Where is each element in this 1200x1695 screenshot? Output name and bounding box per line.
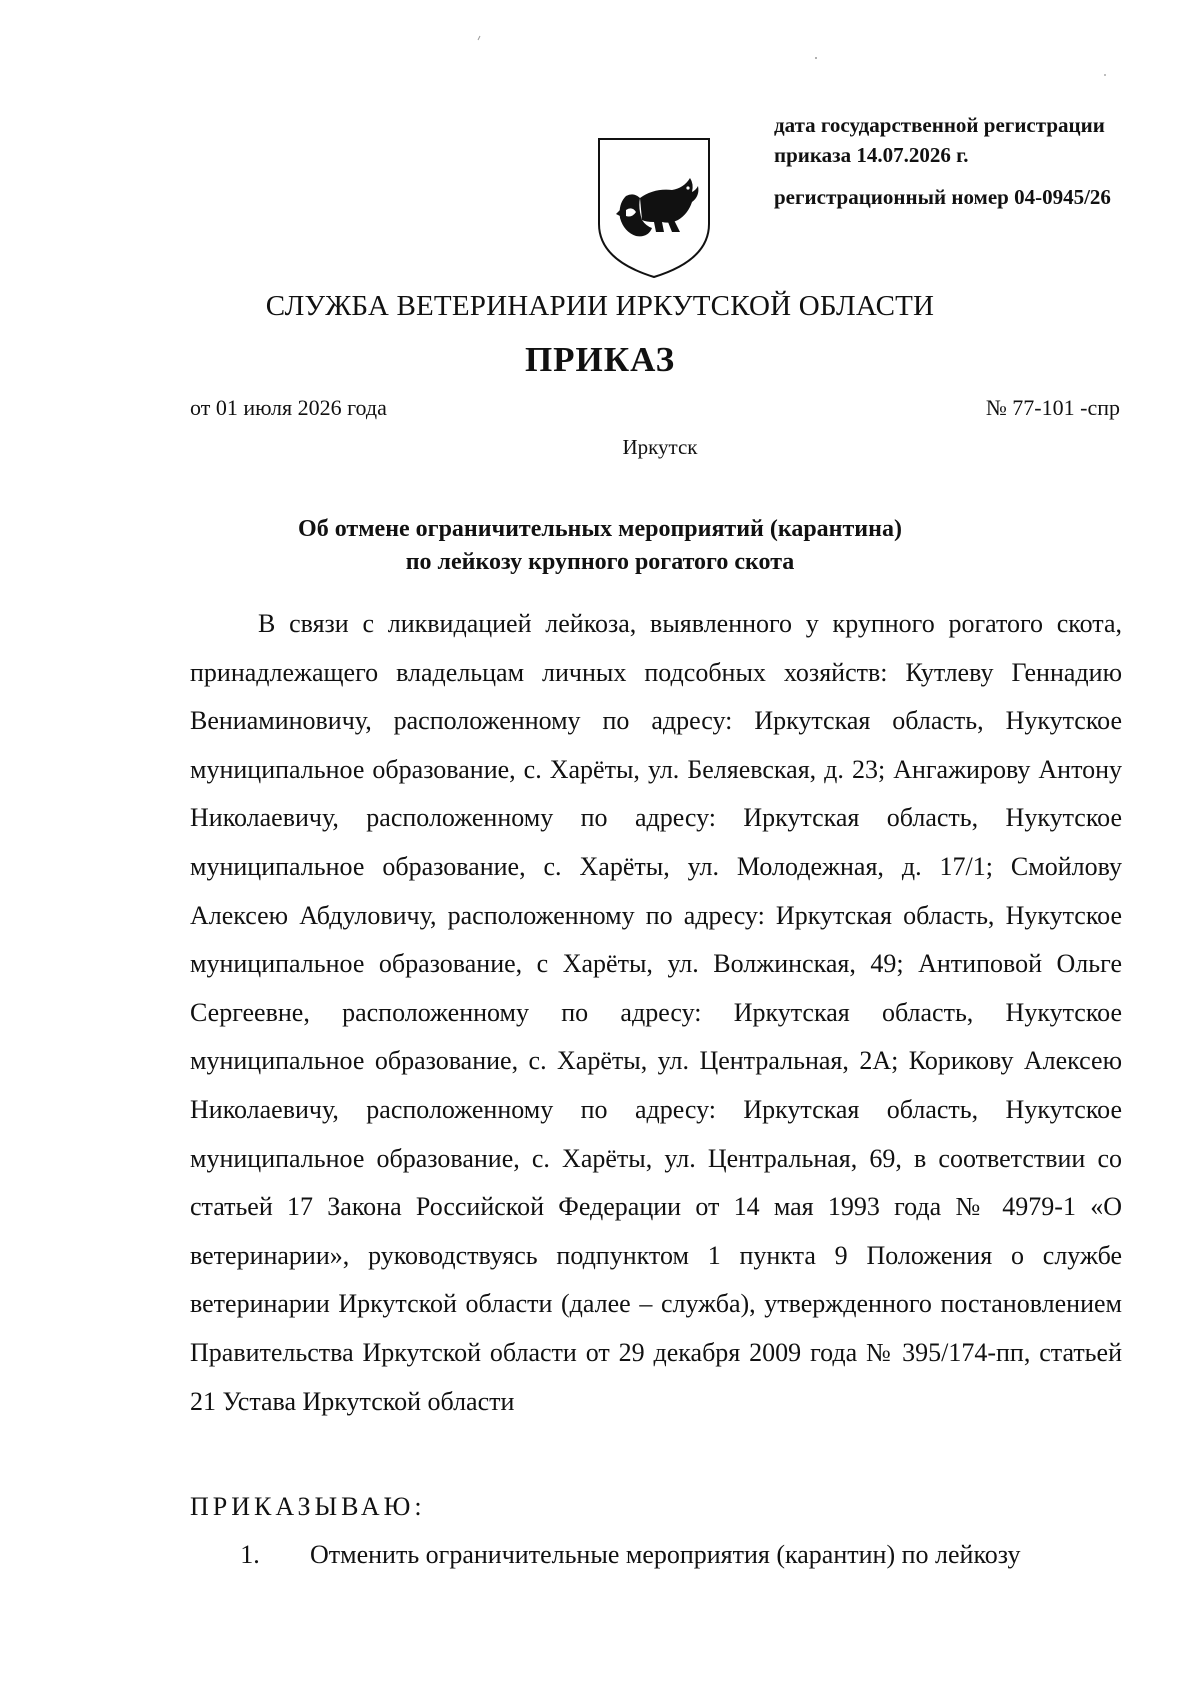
registration-number: регистрационный номер 04-0945/26	[774, 185, 1111, 209]
document-city: Иркутск	[622, 435, 698, 459]
document-date: от 01 июля 2026 года	[190, 395, 387, 420]
organization-name: СЛУЖБА ВЕТЕРИНАРИИ ИРКУТСКОЙ ОБЛАСТИ	[265, 290, 935, 322]
preamble-paragraph: В связи с ликвидацией лейкоза, выявленного у крупного рогатого скота, принадлежащего владельцам личных подсобных хозяйств: Кутлеву Геннадию Вениаминовичу, расположенному по адресу: Иркутская область, Нукутское муниципальное образование, с. Харёты, ул. Беляевская, д. 23; Ангажирову Антону Николаевичу, расположенному по адресу: Иркутская область, Нукутское муниципальное образование, с. Харёты, ул. Молодежная, д. 17/1; Смойлову Алексею Абдуловичу, расположенному по адресу: Иркутская область, Нукутское муниципальное образование, с Харёты, ул. Волжинская, 49; Антиповой Ольге Сергеевне, расположенному по адресу: Иркутская область, Нукутское муниципальное образование, с. Харёты, ул. Центральная, 2А; Корикову Алексею Николаевичу, расположенному по адресу: Иркутская область, Нукутское муниципальное образование, с. Харёты, ул. Центральная, 69, в соответствии со статьей 17 Закона Российской Федерации от 14 мая 1993 года № 4979-1 «О ветеринарии», руководствуясь подпунктом 1 пункта 9 Положения о службе ветеринарии Иркутской области (далее – служба), утвержденного постановлением Правительства Иркутской области от 29 декабря 2009 года № 395/174-пп, статьей 21 Устава Иркутской области	[190, 609, 1122, 1416]
order-item-text: Отменить ограничительные мероприятия (карантин) по лейкозу	[310, 1540, 1021, 1569]
scan-specks	[0, 0, 1200, 100]
document-number: № 77-101 -спр	[985, 395, 1120, 420]
irkutsk-coat-of-arms-icon	[596, 136, 712, 280]
registration-date-label	[774, 110, 1154, 140]
coat-of-arms-emblem	[596, 136, 712, 280]
document-title	[0, 513, 1200, 579]
document-title-line-1: Об отмене ограничительных мероприятий (карантина)	[298, 516, 902, 542]
document-title-line-2: по лейкозу крупного рогатого скота	[405, 549, 795, 575]
order-item	[190, 1540, 1122, 1570]
order-item-number: 1.	[240, 1540, 260, 1569]
document-type: ПРИКАЗ	[524, 340, 676, 379]
registration-line-1: дата государственной регистрации	[774, 113, 1105, 137]
order-directive: ПРИКАЗЫВАЮ:	[190, 1492, 426, 1521]
registration-date: приказа 14.07.2026 г.	[774, 143, 969, 167]
registration-stamp	[774, 110, 1154, 212]
